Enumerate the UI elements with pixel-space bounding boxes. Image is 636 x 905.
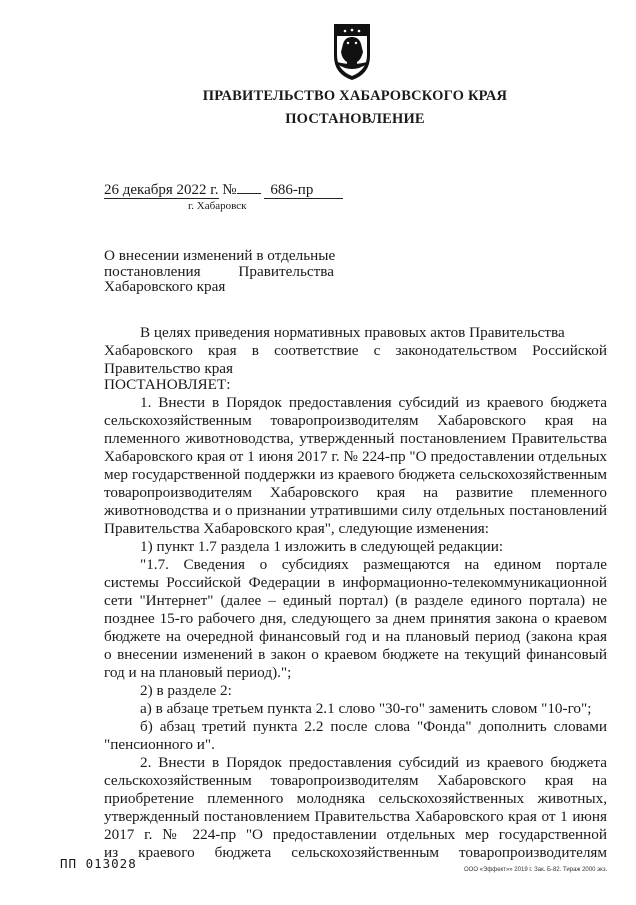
body-line: товаропроизводителям Хабаровского края на развитие племенного <box>104 484 607 501</box>
body-line: племенного животноводства, утвержденный постановлением Правительства <box>104 430 607 447</box>
body-line: ПОСТАНОВЛЯЕТ: <box>104 376 231 393</box>
doc-date-number-line <box>104 182 343 199</box>
body-line: 1) пункт 1.7 раздела 1 изложить в следующей редакции: <box>140 538 504 555</box>
body-line: позднее 15-го рабочего дня, следующего за днем принятия закона о краевом <box>104 610 607 627</box>
body-line: сети "Интернет" (далее – единый портал) (в разделе единого портала) не <box>104 592 607 609</box>
body-line: 1. Внести в Порядок предоставления субсидий из краевого бюджета <box>140 394 607 411</box>
form-serial-number: ПП 013028 <box>60 856 137 871</box>
org-title: ПРАВИТЕЛЬСТВО ХАБАРОВСКОГО КРАЯ <box>202 88 508 104</box>
body-line: Правительство края <box>104 360 234 377</box>
body-line: сельскохозяйственным товаропроизводителям Хабаровского края на <box>104 412 607 429</box>
body-line: 2017 г. № 224-пр "О предоставлении отдельных мер государственной <box>104 826 607 843</box>
doc-city: г. Хабаровск <box>188 200 247 212</box>
doc-number: 686-пр <box>264 182 343 199</box>
body-line: а) в абзаце третьем пункта 2.1 слово "30-го" заменить словом "10-го"; <box>140 700 592 717</box>
body-line: мер государственной поддержки из краевого бюджета сельскохозяйственным <box>104 466 607 483</box>
body-line: 2) в разделе 2: <box>140 682 232 699</box>
body-line: сельскохозяйственным товаропроизводителям Хабаровского края на <box>104 772 607 789</box>
subject-line-3: Хабаровского края <box>104 278 226 295</box>
coat-of-arms-emblem <box>331 22 373 82</box>
subject-line-1: О внесении изменений в отдельные <box>104 247 336 264</box>
subject-line-2: постановления Правительства <box>104 263 334 280</box>
body-line: Хабаровского края от 1 июня 2017 г. № 224-пр "О предоставлении отдельных <box>104 448 607 465</box>
doc-number-label: № <box>222 182 237 198</box>
body-line: Правительства Хабаровского края", следующие изменения: <box>104 520 489 537</box>
body-line: Хабаровского края в соответствие с законодательством Российской <box>104 342 607 359</box>
body-line: "пенсионного и". <box>104 736 215 753</box>
body-line: год и на плановый период)."; <box>104 664 292 681</box>
doc-date: 26 декабря 2022 г. <box>104 182 219 198</box>
body-line: бюджете на очередной финансовый год и на плановый период (закона края <box>104 628 607 645</box>
body-line: приобретение племенного молодняка сельскохозяйственных животных, <box>104 790 607 807</box>
body-line: животноводства и о признании утратившими силу отдельных постановлений <box>104 502 607 519</box>
body-line: "1.7. Сведения о субсидиях размещаются на едином портале <box>140 556 607 573</box>
body-line: В целях приведения нормативных правовых актов Правительства <box>140 324 565 341</box>
body-line: утвержденный постановлением Правительства Хабаровского края от 1 июня <box>104 808 607 825</box>
print-info: ООО «Эффект»» 2019 г. Зак. Б-82. Тираж 2000 экз. <box>464 867 608 873</box>
body-line: 2. Внести в Порядок предоставления субсидий из краевого бюджета <box>140 754 607 771</box>
doc-type-title: ПОСТАНОВЛЕНИЕ <box>285 111 425 127</box>
body-line: из краевого бюджета сельскохозяйственным товаропроизводителям <box>104 844 607 861</box>
body-line: о внесении изменений в закон о краевом бюджете на текущий финансовый <box>104 646 607 663</box>
body-line: б) абзац третий пункта 2.2 после слова "Фонда" дополнить словами <box>140 718 607 735</box>
body-line: системы Российской Федерации в информационно-телекоммуникационной <box>104 574 607 591</box>
